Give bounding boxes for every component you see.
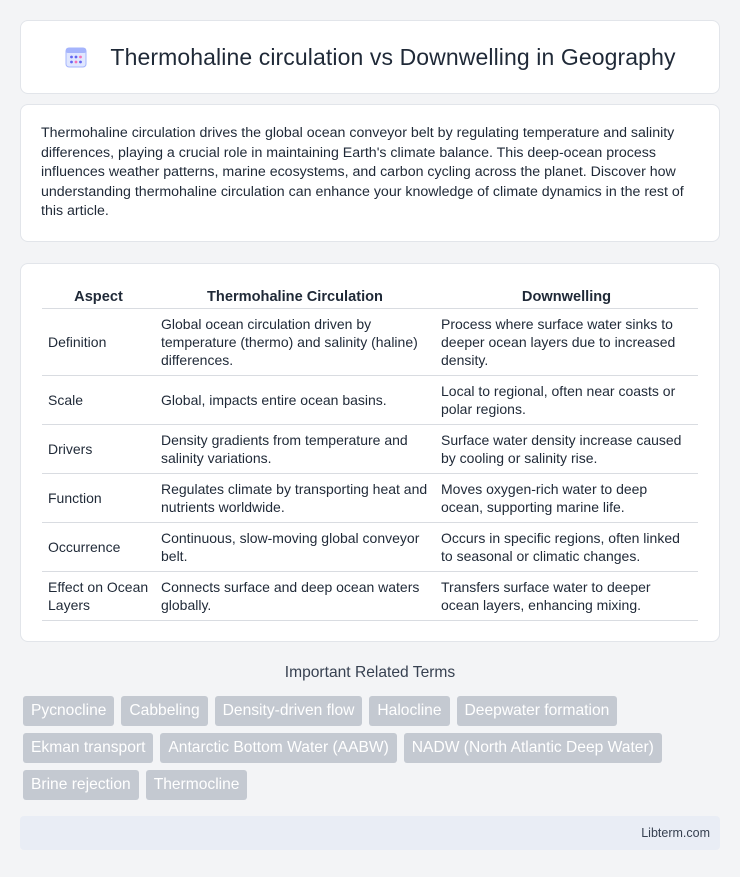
thermohaline-cell: Global, impacts entire ocean basins. [155, 376, 435, 425]
comparison-table-card [20, 263, 720, 642]
row-aspect-cell: Effect on Ocean Layers [42, 572, 155, 621]
downwelling-cell: Surface water density increase caused by cooling or salinity rise. [435, 425, 698, 474]
thermohaline-cell: Continuous, slow-moving global conveyor belt. [155, 523, 435, 572]
comparison-table [42, 286, 698, 621]
term-tag-brine-rejection[interactable]: Brine rejection [23, 770, 139, 800]
table-header-row [42, 286, 698, 309]
downwelling-cell: Moves oxygen-rich water to deep ocean, supporting marine life. [435, 474, 698, 523]
thermohaline-cell: Global ocean circulation driven by temperature (thermo) and salinity (haline) differences. [155, 309, 435, 376]
intro-card [20, 104, 720, 242]
term-tag-density-driven-flow[interactable]: Density-driven flow [215, 696, 363, 726]
downwelling-cell: Process where surface water sinks to deeper ocean layers due to increased density. [435, 309, 698, 376]
table-row [42, 572, 698, 621]
term-tag-pycnocline[interactable]: Pycnocline [23, 696, 114, 726]
thermohaline-cell: Connects surface and deep ocean waters globally. [155, 572, 435, 621]
downwelling-cell: Local to regional, often near coasts or polar regions. [435, 376, 698, 425]
related-terms-heading: Important Related Terms [284, 664, 456, 681]
table-row [42, 474, 698, 523]
table-row [42, 309, 698, 376]
header-card [20, 20, 720, 94]
term-tag-deepwater-formation[interactable]: Deepwater formation [457, 696, 618, 726]
term-tag-cabbeling[interactable]: Cabbeling [121, 696, 207, 726]
page-title: Thermohaline circulation vs Downwelling in Geography [110, 43, 676, 70]
column-header-thermohaline: Thermohaline Circulation [155, 286, 435, 309]
footer [20, 816, 720, 850]
footer-brand-link[interactable]: Libterm.com [641, 826, 710, 840]
thermohaline-cell: Regulates climate by transporting heat and nutrients worldwide. [155, 474, 435, 523]
row-aspect-cell: Drivers [42, 425, 155, 474]
thermohaline-cell: Density gradients from temperature and salinity variations. [155, 425, 435, 474]
row-aspect-cell: Function [42, 474, 155, 523]
term-tag-aabw[interactable]: Antarctic Bottom Water (AABW) [160, 733, 396, 763]
downwelling-cell: Transfers surface water to deeper ocean layers, enhancing mixing. [435, 572, 698, 621]
column-header-aspect: Aspect [42, 286, 155, 309]
intro-paragraph: Thermohaline circulation drives the global ocean conveyor belt by regulating temperature and salinity differences, playing a crucial role in maintaining Earth's climate balance. This deep-ocean process influences weather patterns, marine ecosystems, and carbon cycling across the planet. Discover how understanding thermohaline circulation can enhance your knowledge of climate dynamics in the rest of this article. [41, 125, 684, 220]
row-aspect-cell: Definition [42, 309, 155, 376]
term-tag-halocline[interactable]: Halocline [369, 696, 449, 726]
term-tag-nadw[interactable]: NADW (North Atlantic Deep Water) [404, 733, 662, 763]
row-aspect-cell: Scale [42, 376, 155, 425]
related-terms-list [20, 696, 700, 800]
row-aspect-cell: Occurrence [42, 523, 155, 572]
term-tag-ekman-transport[interactable]: Ekman transport [23, 733, 153, 763]
table-row [42, 425, 698, 474]
table-row [42, 376, 698, 425]
column-header-downwelling: Downwelling [435, 286, 698, 309]
calendar-grid-icon [64, 45, 88, 69]
table-row [42, 523, 698, 572]
term-tag-thermocline[interactable]: Thermocline [146, 770, 248, 800]
downwelling-cell: Occurs in specific regions, often linked to seasonal or climatic changes. [435, 523, 698, 572]
